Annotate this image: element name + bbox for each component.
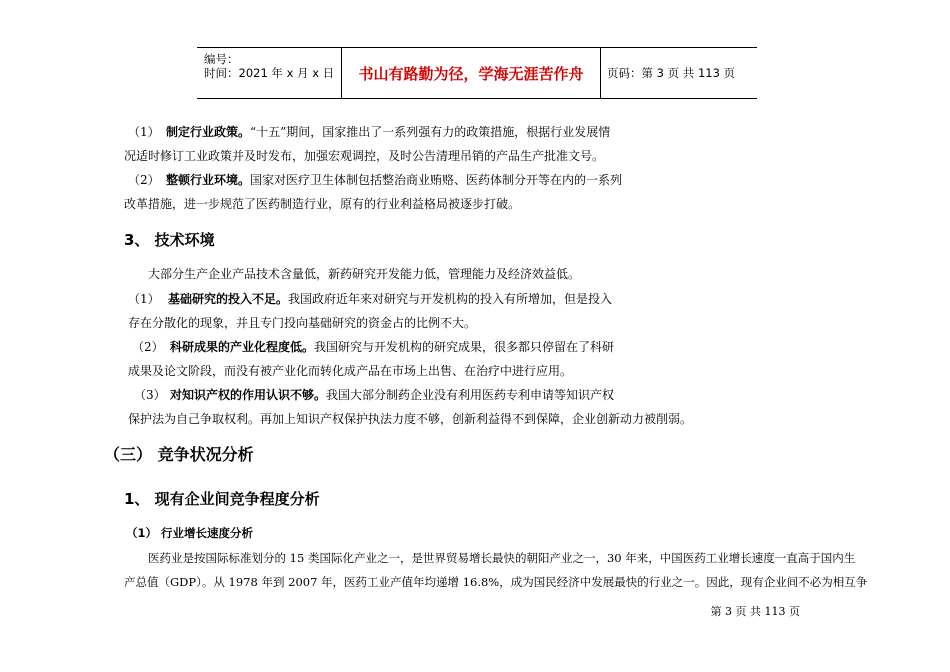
policy-text-1: “十五”期间，国家推出了一系列强有力的政策措施，根据行业发展情: [250, 125, 611, 139]
env-line-1: [128, 171, 622, 188]
tech-item-1-line-1: [128, 290, 612, 307]
tech-item-2-text-2: 成果及论文阶段，而没有被产业化而转化成产品在市场上出售、在治疗中进行应用。: [128, 364, 573, 378]
tech-item-3-text-2: 保护法为自己争取权利。再加上知识产权保护执法力度不够，创新利益得不到保障，企业创新动力被削弱。: [128, 412, 693, 426]
tech-item-1-number: （1）: [128, 292, 160, 306]
policy-title: 制定行业政策。: [166, 125, 251, 139]
policy-number: （1）: [128, 125, 160, 139]
competition-heading: （三） 竞争状况分析: [104, 445, 254, 464]
tech-item-3-text-1: 我国大部分制药企业没有利用医药专利申请等知识产权: [326, 388, 615, 402]
competition-text-2: 产总值（GDP）。从 1978 年到 2007 年，医药工业产值年均递增 16.8%，成为国民经济中发展最快的行业之一。因此，现有企业间不必为相互争: [124, 575, 868, 589]
env-title: 整顿行业环境。: [166, 173, 251, 187]
policy-text-2: 况适时修订工业政策并及时发布，加强宏观调控，及时公告清理吊销的产品生产批准文号。: [124, 149, 605, 163]
tech-item-2-line-1: [132, 338, 614, 355]
header-meta-cell: [197, 48, 342, 98]
tech-item-2-title: 科研成果的产业化程度低。: [170, 340, 315, 354]
env-number: （2）: [128, 173, 160, 187]
page-header: [197, 47, 757, 99]
tech-item-3-number: （3）: [134, 388, 166, 402]
tech-item-3-line-1: [134, 386, 614, 403]
tech-item-2-number: （2）: [132, 340, 164, 354]
tech-heading: 3、 技术环境: [124, 231, 215, 249]
header-motto: 书山有路勤为径，学海无涯苦作舟: [342, 48, 601, 98]
header-page-info: 页码：第 3 页 共 113 页: [607, 66, 736, 80]
competition-sub-heading: 1、 现有企业间竞争程度分析: [124, 490, 320, 508]
env-text-2: 改革措施，进一步规范了医药制造行业，原有的行业利益格局被逐步打破。: [124, 197, 521, 211]
header-number-label: 编号：: [204, 52, 239, 66]
growth-rate-heading: （1） 行业增长速度分析: [126, 526, 254, 540]
tech-item-1-title: 基础研究的投入不足。: [168, 292, 289, 306]
policy-line-1: [128, 123, 610, 140]
header-time-label: 时间：2021 年 x 月 x 日: [204, 66, 335, 80]
tech-item-3-title: 对知识产权的作用认识不够。: [170, 388, 327, 402]
env-text-1: 国家对医疗卫生体制包括整治商业贿赂、医药体制分开等在内的一系列: [250, 173, 623, 187]
competition-text-1: 医药业是按国际标准划分的 15 类国际化产业之一，是世界贸易增长最快的朝阳产业之一，30 年来，中国医药工业增长速度一直高于国内生: [148, 551, 856, 565]
tech-item-1-text-1: 我国政府近年来对研究与开发机构的投入有所增加，但是投入: [288, 292, 613, 306]
tech-item-1-text-2: 存在分散化的现象，并且专门投向基础研究的资金占的比例不大。: [128, 316, 477, 330]
tech-intro: 大部分生产企业产品技术含量低，新药研究开发能力低，管理能力及经济效益低。: [148, 267, 581, 281]
tech-item-2-text-1: 我国研究与开发机构的研究成果，很多都只停留在了科研: [314, 340, 615, 354]
page-footer: 第 3 页 共 113 页: [710, 605, 800, 618]
